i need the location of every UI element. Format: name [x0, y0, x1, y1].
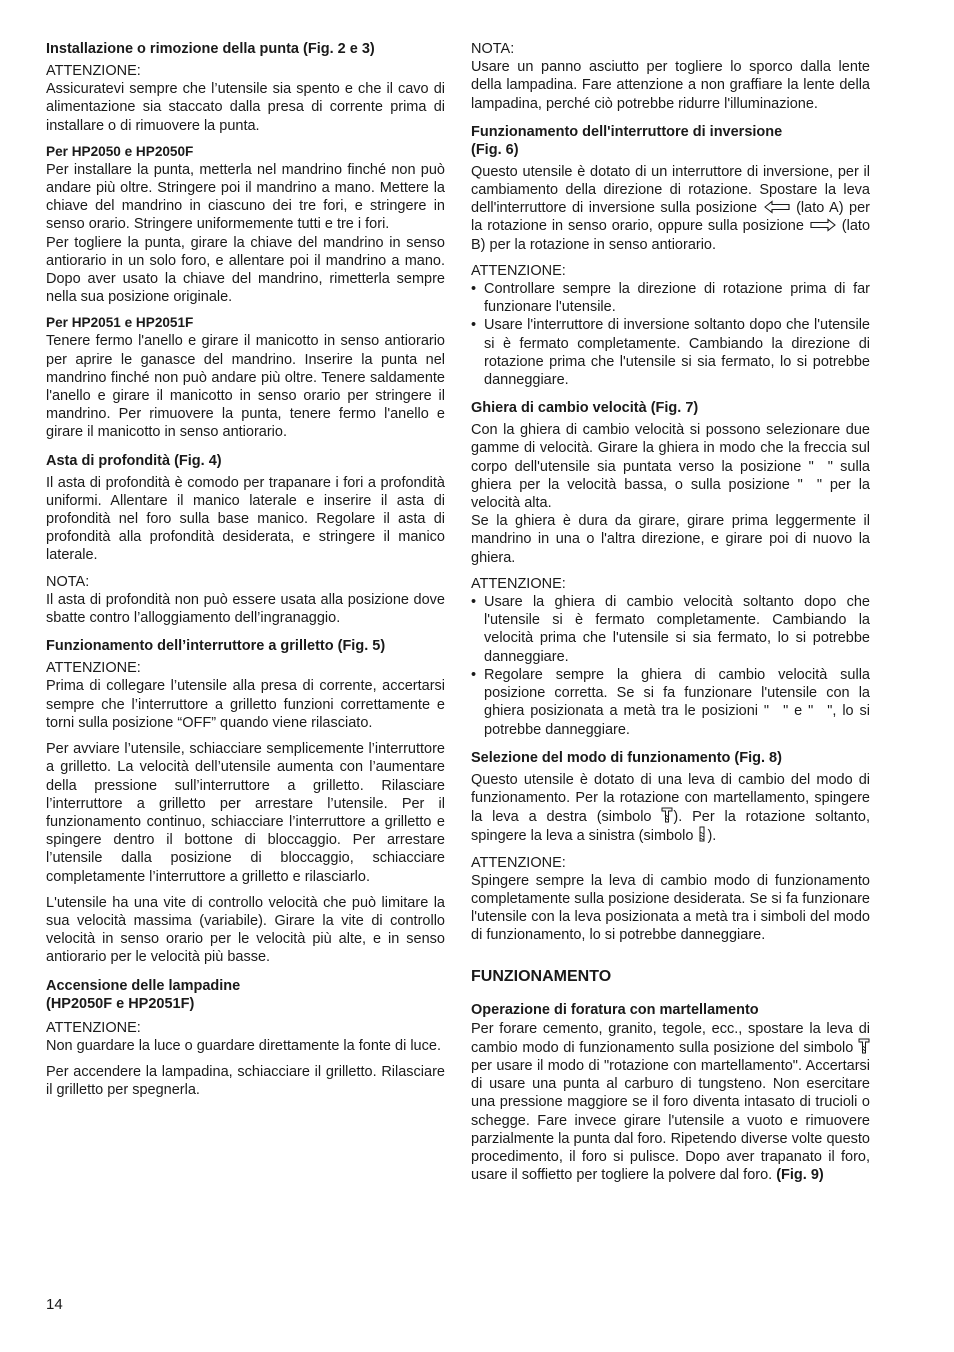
- paragraph-action-mode: [471, 771, 870, 846]
- caution-label: ATTENZIONE:: [46, 63, 141, 79]
- figure-reference: (Fig. 9): [776, 1167, 824, 1184]
- list-item: • Controllare sempre la direzione di rotazione prima di far funzionare l'utensile.: [471, 280, 870, 316]
- heading-reversing-line2: (Fig. 6): [471, 141, 519, 158]
- caution-label: ATTENZIONE:: [46, 1019, 141, 1036]
- paragraph-install-bit: Per installare la punta, metterla nel mandrino finché non può andare più oltre. Stringere poi il mandrino a mano. Mettere la chiave del mandrino in ciascuno dei tre fori, e stringere in senso orario. Stringere uniformemente tutti e tre i fori.: [46, 161, 445, 233]
- paragraph-hammer-drilling: [471, 1020, 870, 1185]
- caution-label: ATTENZIONE:: [471, 575, 566, 592]
- text-run: " e ": [783, 703, 814, 720]
- text-run: per usare il modo di "rotazione con martellamento". Accertarsi di usare una punta al carburo di tungsteno. Non esercitare una pressione maggiore se il foro diventa intasato di trucioli o schegge. Fare invece girare l'utensile a vuoto e rimuovere parzialmente la punta dal foro. Ripetendo diverse volte questo procedimento, il foro si pulisce. Dopo aver trapanato il foro, usare il soffietto per togliere la polvere dal foro.: [471, 1057, 870, 1184]
- paragraph-remove-bit: Per togliere la punta, girare la chiave del mandrino in senso antiorario in un solo foro, e allentare poi il mandrino a mano. Dopo aver usato la chiave del mandrino, rimetterla sempre nella sua posizione originale.: [46, 234, 445, 306]
- text-run: Questo utensile è dotato di un interruttore di inversione, per il cambiamento della direzione di rotazione. Spostare la leva dell'interruttore di inversione sulla posizione: [471, 163, 870, 217]
- text-run: (lato A) per la rotazione in senso orario, oppure sulla posizione: [471, 200, 871, 235]
- caution-text: Assicuratevi sempre che l’utensile sia spento e che il cavo di alimentazione sia staccato dalla presa di corrente prima di installare o di rimuovere la punta.: [46, 81, 445, 134]
- section-operation: [471, 967, 870, 1185]
- caution-label: ATTENZIONE:: [471, 854, 566, 871]
- paragraph-reversing: [471, 163, 870, 254]
- section-trigger-switch: [46, 637, 445, 966]
- paragraph-speed-ring: [471, 421, 870, 512]
- list-item: • Usare la ghiera di cambio velocità soltanto dopo che l'utensile si è fermato completamente. Cambiando la velocità prima che l'utensile si sia fermato, lo si potrebbe danneggiare.: [471, 593, 870, 666]
- caution-label: ATTENZIONE:: [471, 262, 566, 279]
- page-number: 14: [46, 1296, 63, 1313]
- paragraph-speed-control: L'utensile ha una vite di controllo velocità che può limitare la sua velocità massima (variabile). Girare la vite di controllo velocità in senso orario per le velocità più alte, e in senso antiorario per le velocità più basse.: [46, 894, 445, 966]
- list-item: [471, 666, 870, 739]
- heading-trigger-switch: Funzionamento dell’interruttore a grilletto (Fig. 5): [46, 638, 386, 655]
- caution-block: [46, 1019, 445, 1055]
- caution-block: [46, 659, 445, 732]
- caution-list: [471, 593, 870, 739]
- caution-text: Spingere sempre la leva di cambio modo di funzionamento completamente sulla posizione desiderata. Se si fa funzionare l'utensile con la leva posizionata a metà tra i simboli del modo di funzionamento, lo si potrebbe danneggiare.: [471, 872, 870, 944]
- section-action-mode: [471, 749, 870, 945]
- heading-reversing-switch: [471, 123, 870, 159]
- section-lamp: [46, 977, 445, 1100]
- caution-label: ATTENZIONE:: [46, 660, 141, 677]
- text-run: " sulla ghiera per la velocità bassa, o sulla posizione ": [471, 458, 870, 493]
- paragraph-depth-gauge: Il asta di profondità è comodo per trapanare i fori a profondità uniformi. Allentare il manico laterale e inserire il asta di profondità nel foro sulla base manico. Regolare il asta di profondità alla profondità desiderata, e stringere il manico laterale.: [46, 474, 445, 564]
- heading-hammer-drilling: Operazione di foratura con martellamento: [471, 1001, 759, 1018]
- text-run: Questo utensile è dotato di una leva di cambio del modo di funzionamento. Per la rotazione con martellamento, spingere la leva a destra (simbolo: [471, 771, 870, 826]
- caution-text: Non guardare la luce o guardare direttamente la fonte di luce.: [46, 1037, 441, 1054]
- left-column: [46, 40, 445, 1109]
- section-depth-gauge: [46, 452, 445, 628]
- heading-speed-ring: Ghiera di cambio velocità (Fig. 7): [471, 400, 699, 417]
- list-item: • Usare l'interruttore di inversione soltanto dopo che l'utensile si è fermato completamente. Cambiando la direzione di rotazione prima che l'utensile si sia fermato, lo si potrebbe danneggiare.: [471, 316, 870, 389]
- arrow-left-icon: [763, 200, 791, 214]
- text-run: ).: [707, 828, 717, 845]
- subheading-hp2050: Per HP2050 e HP2050F: [46, 143, 194, 159]
- note-label: NOTA:: [471, 41, 515, 57]
- caution-block: [46, 62, 445, 135]
- paragraph-trigger-operation: Per avviare l’utensile, schiacciare semplicemente l’interruttore a grilletto. La velocità dell’utensile aumenta con l’aumentare della pressione sull’interruttore a grilletto. Rilasciare l’interruttore a grilletto per arrestare l’utensile. Per il funzionamento continuo, schiacciare l’interruttore a grilletto e spingere dentro il bottone di bloccaggio. Per arrestare l’utensile dalla posizione di bloccaggio, schiacciare completamente l’interruttore a grilletto e rilasciarlo.: [46, 741, 445, 885]
- text-run: ). Per la rotazione soltanto, spingere la leva a sinistra (simbolo: [471, 809, 870, 845]
- paragraph-lamp-operation: Per accendere la lampadina, schiacciare il grilletto. Rilasciare il grilletto per spegnerla.: [46, 1063, 445, 1099]
- heading-lamp-line2: (HP2050F e HP2051F): [46, 995, 195, 1012]
- note-text: Usare un panno asciutto per togliere lo sporco dalla lente della lampadina. Fare attenzione a non graffiare la lente della lampadina, perché ciò potrebbe ridurre l'illuminazione.: [471, 59, 870, 112]
- section-speed-ring: [471, 399, 870, 738]
- note-label: NOTA:: [46, 573, 90, 590]
- section-bit-installation: [46, 40, 445, 442]
- hammer-drill-icon: [858, 1038, 870, 1054]
- hammer-drill-icon: [661, 807, 673, 823]
- paragraph-speed-ring-stiff: Se la ghiera è dura da girare, girare prima leggermente il mandrino in una o l'altra direzione, e girare poi di nuovo la ghiera.: [471, 513, 870, 566]
- text-run: " per la velocità alta.: [471, 476, 870, 512]
- arrow-right-icon: [809, 218, 837, 232]
- heading-reversing-line1: Funzionamento dell'interruttore di inversione: [471, 123, 783, 140]
- text-run: ", lo si potrebbe danneggiare.: [484, 703, 870, 738]
- right-column: [471, 40, 870, 1194]
- heading-depth-gauge: Asta di profondità (Fig. 4): [46, 452, 222, 469]
- heading-lamp-line1: Accensione delle lampadine: [46, 977, 241, 994]
- caution-list: [471, 280, 870, 389]
- heading-bit-installation: Installazione o rimozione della punta (Fig. 2 e 3): [46, 41, 375, 57]
- section-reversing-switch: [471, 123, 870, 389]
- note-text: Il asta di profondità non può essere usata alla posizione dove sbatte contro l’alloggiamento dell’ingranaggio.: [46, 591, 445, 627]
- text-run: Regolare sempre la ghiera di cambio velocità sulla posizione corretta. Se si fa funzionare l'utensile con la ghiera posizionata a metà tra le posizioni ": [484, 666, 870, 720]
- section-lamp-note: [471, 40, 870, 113]
- drill-only-icon: [697, 826, 707, 842]
- subheading-hp2051: Per HP2051 e HP2051F: [46, 315, 194, 331]
- heading-operation: FUNZIONAMENTO: [471, 967, 612, 985]
- paragraph-keyless-chuck: Tenere fermo l'anello e girare il manicotto in senso antiorario per aprire le ganasce del mandrino. Inserire la punta nel mandrino finché non può andare più oltre. Tenere saldamente l'anello e girare il manicotto in senso orario per stringere il mandrino. Per rimuovere la punta, tenere fermo l'anello e girare il manicotto in senso antiorario.: [46, 333, 445, 441]
- text-run: Per forare cemento, granito, tegole, ecc., spostare la leva di cambio modo di funzionamento sulla posizione del simbolo: [471, 1020, 870, 1056]
- caution-text: Prima di collegare l’utensile alla presa di corrente, accertarsi sempre che l’interruttore a grilletto funzioni correttamente e torni sulla posizione “OFF” quando viene rilasciato.: [46, 678, 445, 731]
- text-run: (lato B) per la rotazione in senso antiorario.: [471, 218, 871, 253]
- text-run: Con la ghiera di cambio velocità si possono selezionare due gamme di velocità. Girare la ghiera in modo che la freccia sul corpo dell'utensile sia puntata verso la posizione ": [471, 422, 870, 475]
- heading-lamp: [46, 977, 445, 1013]
- heading-action-mode: Selezione del modo di funzionamento (Fig. 8): [471, 749, 782, 766]
